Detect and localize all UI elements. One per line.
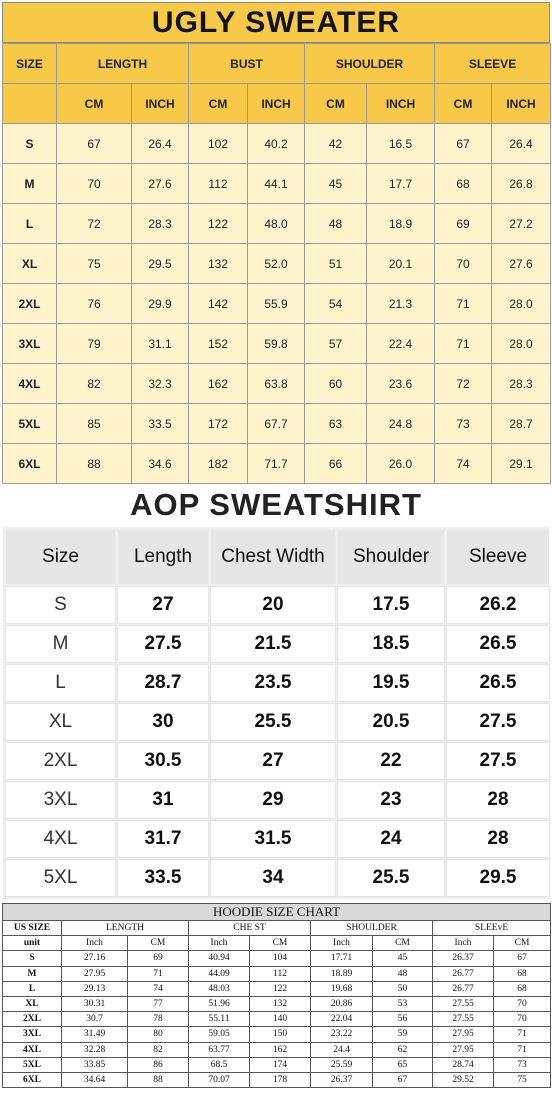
size-cell: XL — [3, 244, 57, 284]
measurement-cell: 70.07 — [189, 1072, 250, 1087]
measurement-cell: 26.77 — [433, 981, 494, 996]
measurement-cell: 122 — [189, 204, 248, 244]
measurement-cell: 25.5 — [338, 860, 444, 896]
measurement-cell: 22.4 — [367, 324, 435, 364]
measurement-cell: 21.3 — [367, 284, 435, 324]
measurement-cell: 17.5 — [338, 587, 444, 623]
measurement-cell: 27.16 — [62, 951, 128, 966]
measurement-cell: 24 — [338, 821, 444, 857]
measurement-cell: 20 — [211, 587, 335, 623]
measurement-cell: 27.5 — [118, 626, 208, 662]
measurement-cell: 27.5 — [447, 704, 549, 740]
measurement-cell: 26.4 — [132, 124, 189, 164]
measurement-cell: 29.9 — [132, 284, 189, 324]
size-cell: 3XL — [6, 782, 115, 818]
size-cell: XL — [6, 704, 115, 740]
unit-header: CM — [305, 84, 367, 124]
unit-label: unit — [3, 936, 62, 951]
measurement-cell: 28.7 — [118, 665, 208, 701]
hoodie-length-header: LENGTH — [62, 921, 189, 936]
measurement-cell: 69 — [128, 951, 189, 966]
hoodie-chest-header: CHE ST — [189, 921, 311, 936]
measurement-cell: 19.68 — [311, 981, 373, 996]
size-cell: 5XL — [3, 404, 57, 444]
sleeve-header: SLEEVE — [435, 44, 551, 84]
size-cell: 2XL — [3, 284, 57, 324]
measurement-cell: 28.0 — [492, 284, 551, 324]
size-cell: 4XL — [6, 821, 115, 857]
measurement-cell: 26.0 — [367, 444, 435, 484]
measurement-cell: 29.5 — [447, 860, 549, 896]
measurement-cell: 28.7 — [492, 404, 551, 444]
measurement-cell: 31.7 — [118, 821, 208, 857]
table-row — [3, 966, 551, 981]
unit-header: CM — [128, 936, 189, 951]
measurement-cell: 23.6 — [367, 364, 435, 404]
size-cell: 4XL — [3, 1042, 62, 1057]
aop-sweatshirt-table — [3, 527, 552, 899]
measurement-cell: 18.5 — [338, 626, 444, 662]
measurement-cell: 34.6 — [132, 444, 189, 484]
unit-header: Inch — [433, 936, 494, 951]
measurement-cell: 24.8 — [367, 404, 435, 444]
measurement-cell: 152 — [189, 324, 248, 364]
measurement-cell: 20.1 — [367, 244, 435, 284]
table-row — [3, 244, 551, 284]
unit-header: Inch — [189, 936, 250, 951]
measurement-cell: 30.5 — [118, 743, 208, 779]
measurement-cell: 31 — [118, 782, 208, 818]
measurement-cell: 23 — [338, 782, 444, 818]
measurement-cell: 174 — [250, 1057, 311, 1072]
column-header: Sleeve — [447, 530, 549, 584]
unit-header-blank — [3, 84, 57, 124]
unit-header: INCH — [248, 84, 305, 124]
measurement-cell: 32.28 — [62, 1042, 128, 1057]
aop-sweatshirt-title: AOP SWEATSHIRT — [130, 487, 422, 522]
measurement-cell: 102 — [189, 124, 248, 164]
measurement-cell: 150 — [250, 1027, 311, 1042]
unit-header: CM — [373, 936, 433, 951]
table-row — [3, 364, 551, 404]
measurement-cell: 17.7 — [367, 164, 435, 204]
unit-header: INCH — [492, 84, 551, 124]
measurement-cell: 56 — [373, 1012, 433, 1027]
measurement-cell: 53 — [373, 996, 433, 1011]
table-row — [3, 1072, 551, 1087]
measurement-cell: 28 — [447, 821, 549, 857]
size-cell: M — [3, 164, 57, 204]
measurement-cell: 74 — [128, 981, 189, 996]
measurement-cell: 51.96 — [189, 996, 250, 1011]
measurement-cell: 70 — [494, 996, 551, 1011]
measurement-cell: 71 — [435, 324, 492, 364]
table-row — [3, 1027, 551, 1042]
size-cell: L — [6, 665, 115, 701]
table-row — [3, 124, 551, 164]
measurement-cell: 71.7 — [248, 444, 305, 484]
measurement-cell: 28.3 — [132, 204, 189, 244]
column-header: Chest Width — [211, 530, 335, 584]
measurement-cell: 142 — [189, 284, 248, 324]
measurement-cell: 73 — [435, 404, 492, 444]
measurement-cell: 31.1 — [132, 324, 189, 364]
hoodie-size-chart — [2, 903, 550, 1088]
size-cell: 3XL — [3, 1027, 62, 1042]
measurement-cell: 34.64 — [62, 1072, 128, 1087]
table-row — [3, 1057, 551, 1072]
measurement-cell: 25.59 — [311, 1057, 373, 1072]
measurement-cell: 104 — [250, 951, 311, 966]
measurement-cell: 22 — [338, 743, 444, 779]
measurement-cell: 24.4 — [311, 1042, 373, 1057]
table-row — [6, 704, 549, 740]
table-row — [6, 665, 549, 701]
measurement-cell: 18.9 — [367, 204, 435, 244]
measurement-cell: 63.8 — [248, 364, 305, 404]
measurement-cell: 162 — [250, 1042, 311, 1057]
unit-header: CM — [250, 936, 311, 951]
table-row — [6, 782, 549, 818]
measurement-cell: 20.5 — [338, 704, 444, 740]
measurement-cell: 85 — [57, 404, 132, 444]
measurement-cell: 34 — [211, 860, 335, 896]
bust-header: BUST — [189, 44, 305, 84]
measurement-cell: 72 — [435, 364, 492, 404]
table-row — [6, 743, 549, 779]
measurement-cell: 67 — [435, 124, 492, 164]
size-cell: 2XL — [3, 1012, 62, 1027]
table-row — [6, 587, 549, 623]
measurement-cell: 31.49 — [62, 1027, 128, 1042]
column-header: Length — [118, 530, 208, 584]
measurement-cell: 23.22 — [311, 1027, 373, 1042]
hoodie-sleeve-header: SLEEvE — [433, 921, 551, 936]
measurement-cell: 18.89 — [311, 966, 373, 981]
ugly-sweater-table — [2, 43, 551, 484]
measurement-cell: 29 — [211, 782, 335, 818]
measurement-cell: 27.95 — [433, 1042, 494, 1057]
measurement-cell: 29.13 — [62, 981, 128, 996]
measurement-cell: 26.5 — [447, 665, 549, 701]
measurement-cell: 71 — [435, 284, 492, 324]
measurement-cell: 52.0 — [248, 244, 305, 284]
measurement-cell: 73 — [494, 1057, 551, 1072]
measurement-cell: 65 — [373, 1057, 433, 1072]
size-cell: 5XL — [3, 1057, 62, 1072]
measurement-cell: 63 — [305, 404, 367, 444]
table-row — [3, 164, 551, 204]
measurement-cell: 77 — [128, 996, 189, 1011]
measurement-cell: 55.11 — [189, 1012, 250, 1027]
measurement-cell: 31.5 — [211, 821, 335, 857]
length-header: LENGTH — [57, 44, 189, 84]
size-cell: 6XL — [3, 444, 57, 484]
size-cell: S — [3, 124, 57, 164]
measurement-cell: 67 — [373, 1072, 433, 1087]
measurement-cell: 82 — [57, 364, 132, 404]
measurement-cell: 26.37 — [433, 951, 494, 966]
measurement-cell: 172 — [189, 404, 248, 444]
measurement-cell: 70 — [435, 244, 492, 284]
measurement-cell: 67 — [494, 951, 551, 966]
table-row — [6, 860, 549, 896]
measurement-cell: 132 — [250, 996, 311, 1011]
measurement-cell: 51 — [305, 244, 367, 284]
unit-header: Inch — [311, 936, 373, 951]
measurement-cell: 68 — [435, 164, 492, 204]
measurement-cell: 63.77 — [189, 1042, 250, 1057]
measurement-cell: 76 — [57, 284, 132, 324]
measurement-cell: 26.4 — [492, 124, 551, 164]
size-cell: S — [6, 587, 115, 623]
measurement-cell: 33.5 — [118, 860, 208, 896]
measurement-cell: 32.3 — [132, 364, 189, 404]
measurement-cell: 71 — [128, 966, 189, 981]
measurement-cell: 28.0 — [492, 324, 551, 364]
measurement-cell: 25.5 — [211, 704, 335, 740]
us-size-header: US SIZE — [3, 921, 62, 936]
column-header: Size — [6, 530, 115, 584]
measurement-cell: 67 — [57, 124, 132, 164]
measurement-cell: 79 — [57, 324, 132, 364]
measurement-cell: 75 — [57, 244, 132, 284]
measurement-cell: 68 — [494, 981, 551, 996]
measurement-cell: 27.55 — [433, 1012, 494, 1027]
table-row — [3, 324, 551, 364]
measurement-cell: 26.8 — [492, 164, 551, 204]
measurement-cell: 28 — [447, 782, 549, 818]
measurement-cell: 88 — [57, 444, 132, 484]
table-row — [6, 821, 549, 857]
measurement-cell: 86 — [128, 1057, 189, 1072]
size-cell: 6XL — [3, 1072, 62, 1087]
table-row — [3, 1042, 551, 1057]
table-row — [3, 1012, 551, 1027]
measurement-cell: 112 — [189, 164, 248, 204]
measurement-cell: 44.1 — [248, 164, 305, 204]
measurement-cell: 29.52 — [433, 1072, 494, 1087]
size-cell: M — [6, 626, 115, 662]
measurement-cell: 112 — [250, 966, 311, 981]
measurement-cell: 82 — [128, 1042, 189, 1057]
measurement-cell: 30 — [118, 704, 208, 740]
measurement-cell: 27 — [118, 587, 208, 623]
measurement-cell: 67.7 — [248, 404, 305, 444]
measurement-cell: 66 — [305, 444, 367, 484]
unit-header: Inch — [62, 936, 128, 951]
measurement-cell: 42 — [305, 124, 367, 164]
unit-header: INCH — [367, 84, 435, 124]
measurement-cell: 71 — [494, 1027, 551, 1042]
size-cell: 2XL — [6, 743, 115, 779]
measurement-cell: 45 — [373, 951, 433, 966]
unit-header: CM — [189, 84, 248, 124]
measurement-cell: 40.94 — [189, 951, 250, 966]
measurement-cell: 33.5 — [132, 404, 189, 444]
measurement-cell: 68 — [494, 966, 551, 981]
measurement-cell: 54 — [305, 284, 367, 324]
hoodie-table — [2, 903, 551, 1088]
measurement-cell: 28.3 — [492, 364, 551, 404]
measurement-cell: 27.6 — [492, 244, 551, 284]
measurement-cell: 70 — [57, 164, 132, 204]
measurement-cell: 48.0 — [248, 204, 305, 244]
measurement-cell: 178 — [250, 1072, 311, 1087]
unit-header: INCH — [132, 84, 189, 124]
table-row — [3, 284, 551, 324]
measurement-cell: 28.74 — [433, 1057, 494, 1072]
measurement-cell: 55.9 — [248, 284, 305, 324]
size-cell: 3XL — [3, 324, 57, 364]
measurement-cell: 71 — [494, 1042, 551, 1057]
measurement-cell: 21.5 — [211, 626, 335, 662]
measurement-cell: 48.03 — [189, 981, 250, 996]
measurement-cell: 40.2 — [248, 124, 305, 164]
measurement-cell: 78 — [128, 1012, 189, 1027]
measurement-cell: 16.5 — [367, 124, 435, 164]
measurement-cell: 30.7 — [62, 1012, 128, 1027]
measurement-cell: 22.04 — [311, 1012, 373, 1027]
measurement-cell: 27.55 — [433, 996, 494, 1011]
measurement-cell: 17.71 — [311, 951, 373, 966]
measurement-cell: 45 — [305, 164, 367, 204]
measurement-cell: 59.05 — [189, 1027, 250, 1042]
measurement-cell: 29.1 — [492, 444, 551, 484]
measurement-cell: 27.95 — [62, 966, 128, 981]
size-cell: M — [3, 966, 62, 981]
column-header: Shoulder — [338, 530, 444, 584]
measurement-cell: 26.2 — [447, 587, 549, 623]
measurement-cell: 182 — [189, 444, 248, 484]
measurement-cell: 48 — [373, 966, 433, 981]
table-row — [3, 981, 551, 996]
size-cell: L — [3, 204, 57, 244]
measurement-cell: 26.5 — [447, 626, 549, 662]
measurement-cell: 122 — [250, 981, 311, 996]
measurement-cell: 70 — [494, 1012, 551, 1027]
measurement-cell: 48 — [305, 204, 367, 244]
measurement-cell: 59.8 — [248, 324, 305, 364]
table-row — [3, 951, 551, 966]
table-row — [3, 996, 551, 1011]
size-cell: S — [3, 951, 62, 966]
size-cell: XL — [3, 996, 62, 1011]
measurement-cell: 75 — [494, 1072, 551, 1087]
measurement-cell: 80 — [128, 1027, 189, 1042]
measurement-cell: 26.37 — [311, 1072, 373, 1087]
measurement-cell: 88 — [128, 1072, 189, 1087]
measurement-cell: 20.86 — [311, 996, 373, 1011]
measurement-cell: 33.85 — [62, 1057, 128, 1072]
measurement-cell: 50 — [373, 981, 433, 996]
shoulder-header: SHOULDER — [305, 44, 435, 84]
measurement-cell: 74 — [435, 444, 492, 484]
hoodie-shoulder-header: SHOULDER — [311, 921, 433, 936]
measurement-cell: 27.5 — [447, 743, 549, 779]
measurement-cell: 60 — [305, 364, 367, 404]
table-row — [6, 626, 549, 662]
unit-header: CM — [57, 84, 132, 124]
measurement-cell: 27 — [211, 743, 335, 779]
measurement-cell: 68.5 — [189, 1057, 250, 1072]
measurement-cell: 132 — [189, 244, 248, 284]
measurement-cell: 23.5 — [211, 665, 335, 701]
measurement-cell: 44.09 — [189, 966, 250, 981]
measurement-cell: 72 — [57, 204, 132, 244]
measurement-cell: 30.31 — [62, 996, 128, 1011]
size-cell: 4XL — [3, 364, 57, 404]
measurement-cell: 19.5 — [338, 665, 444, 701]
measurement-cell: 62 — [373, 1042, 433, 1057]
hoodie-title: HOODIE SIZE CHART — [3, 904, 551, 921]
aop-sweatshirt-chart — [3, 527, 549, 899]
ugly-sweater-chart — [2, 2, 550, 483]
measurement-cell: 69 — [435, 204, 492, 244]
ugly-sweater-title: UGLY SWEATER — [2, 2, 550, 43]
measurement-cell: 26.77 — [433, 966, 494, 981]
table-row — [3, 404, 551, 444]
size-cell: 5XL — [6, 860, 115, 896]
measurement-cell: 57 — [305, 324, 367, 364]
unit-header: CM — [494, 936, 551, 951]
measurement-cell: 27.6 — [132, 164, 189, 204]
table-row — [3, 204, 551, 244]
measurement-cell: 59 — [373, 1027, 433, 1042]
size-header: SIZE — [3, 44, 57, 84]
measurement-cell: 29.5 — [132, 244, 189, 284]
measurement-cell: 27.2 — [492, 204, 551, 244]
measurement-cell: 162 — [189, 364, 248, 404]
measurement-cell: 27.95 — [433, 1027, 494, 1042]
table-row — [3, 444, 551, 484]
measurement-cell: 140 — [250, 1012, 311, 1027]
unit-header: CM — [435, 84, 492, 124]
size-cell: L — [3, 981, 62, 996]
